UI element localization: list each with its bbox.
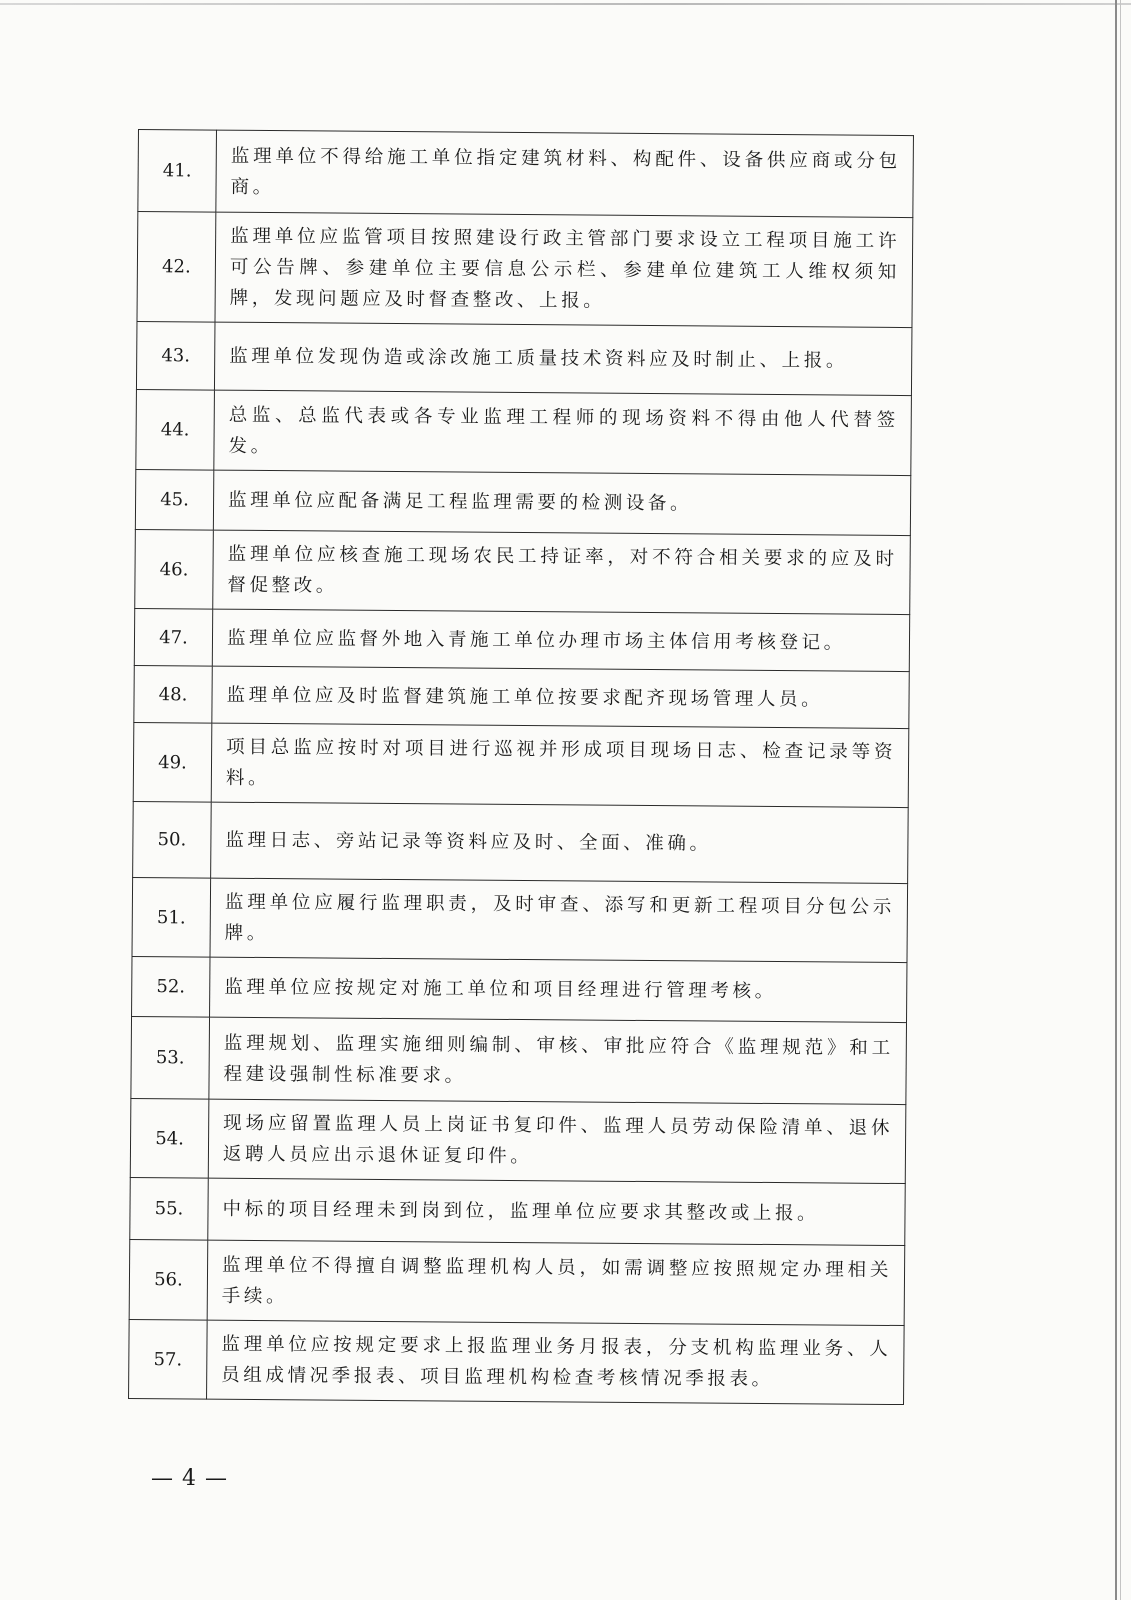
table-row (130, 1098, 906, 1183)
row-text: 监理单位应监督外地入青施工单位办理市场主体信用考核登记。 (212, 609, 909, 671)
row-number: 52. (132, 956, 210, 1017)
row-number: 44. (136, 389, 215, 470)
table-row (136, 321, 912, 395)
row-number: 55. (130, 1177, 208, 1240)
row-text: 监理单位应按规定对施工单位和项目经理进行管理考核。 (210, 957, 907, 1022)
table-row (129, 1239, 905, 1325)
row-text: 监理日志、旁站记录等资料应及时、全面、准确。 (211, 802, 909, 883)
row-number: 49. (133, 722, 212, 802)
row-number: 43. (136, 321, 215, 390)
scan-top-edge (0, 3, 1131, 5)
table-row (135, 529, 911, 614)
row-number: 42. (137, 212, 216, 323)
table-row (134, 608, 909, 671)
table-row (136, 389, 912, 475)
table-row (130, 1177, 905, 1245)
table-row (129, 1319, 905, 1404)
page-number: — 4 — (151, 1466, 228, 1491)
row-number: 50. (133, 801, 212, 878)
row-text: 监理单位应履行监理职责，及时审查、添写和更新工程项目分包公示牌。 (210, 878, 908, 962)
row-number: 53. (131, 1016, 210, 1099)
table-row (133, 801, 909, 883)
table-row (135, 469, 910, 535)
row-text: 现场应留置监理人员上岗证书复印件、监理人员劳动保险清单、退休返聘人员应出示退休证复印件。 (208, 1099, 906, 1183)
row-text: 项目总监应按时对项目进行巡视并形成项目现场日志、检查记录等资料。 (211, 723, 909, 807)
row-number: 54. (130, 1098, 209, 1178)
row-number: 51. (132, 877, 211, 957)
table-row (133, 722, 909, 807)
row-number: 45. (135, 469, 213, 530)
row-text: 监理规划、监理实施细则编制、审核、审批应符合《监理规范》和工程建设强制性标准要求。 (209, 1017, 907, 1104)
row-number: 57. (129, 1319, 208, 1399)
table-row (134, 665, 909, 728)
table-row (132, 956, 907, 1022)
row-text: 监理单位应配备满足工程监理需要的检测设备。 (213, 470, 910, 535)
requirements-table (128, 129, 914, 1405)
row-number: 41. (138, 130, 217, 213)
row-number: 48. (134, 665, 212, 723)
table-row (138, 130, 914, 218)
row-text: 监理单位不得给施工单位指定建筑材料、构配件、设备供应商或分包商。 (216, 130, 914, 217)
row-text: 监理单位应及时监督建筑施工单位按要求配齐现场管理人员。 (212, 666, 909, 728)
table-row (137, 212, 913, 328)
row-text: 中标的项目经理未到岗到位，监理单位应要求其整改或上报。 (208, 1178, 905, 1245)
row-text: 监理单位应按规定要求上报监理业务月报表，分支机构监理业务、人员组成情况季报表、项目监理机构检查考核情况季报表。 (207, 1320, 905, 1404)
row-text: 监理单位应监管项目按照建设行政主管部门要求设立工程项目施工许可公告牌、参建单位主要信息公示栏、参建单位建筑工人维权须知牌，发现问题应及时督查整改、上报。 (215, 212, 913, 327)
row-text: 总监、总监代表或各专业监理工程师的现场资料不得由他人代替签发。 (214, 390, 912, 475)
row-text: 监理单位应核查施工现场农民工持证率，对不符合相关要求的应及时督促整改。 (213, 530, 911, 614)
table-row (132, 877, 908, 962)
table-row (131, 1016, 907, 1104)
scan-right-edge-shadow (1120, 0, 1121, 1600)
row-text: 监理单位发现伪造或涂改施工质量技术资料应及时制止、上报。 (214, 322, 912, 395)
row-number: 47. (134, 608, 212, 666)
row-number: 56. (129, 1239, 208, 1320)
scan-right-edge (1115, 0, 1117, 1600)
row-text: 监理单位不得擅自调整监理机构人员，如需调整应按照规定办理相关手续。 (207, 1240, 905, 1325)
row-number: 46. (135, 529, 214, 609)
